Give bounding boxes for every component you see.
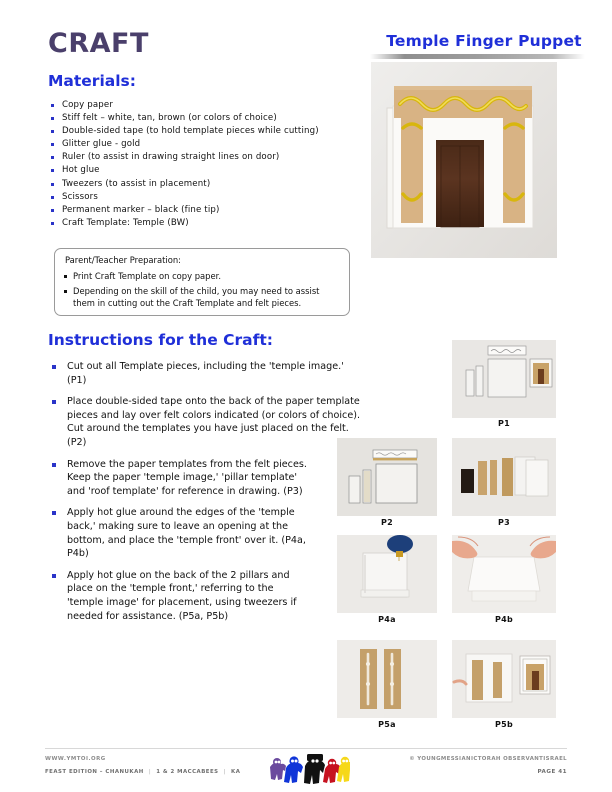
footer-copyright: © YOUNGMESSIANICTORAH OBSERVANTISRAEL: [409, 756, 567, 762]
list-item: [50, 204, 350, 217]
p1-illustration: [452, 340, 556, 418]
instruction-text: Apply hot glue on the back of the 2 pillars and place on the 'temple front,' referring to the 'temple image' for placement, using tweezers if needed for assistance. (P5a, P5b): [67, 569, 297, 622]
list-item: [50, 151, 350, 164]
p2-illustration: [337, 438, 437, 516]
p4a-illustration: [337, 535, 437, 613]
material-label: Hot glue: [62, 165, 100, 176]
list-item: [50, 178, 350, 191]
instruction-step: [50, 360, 366, 387]
instruction-text: Apply hot glue around the edges of the 'temple back,' making sure to leave an opening at the bottom, and place the 'temple front' over it. (P4a, P4b): [67, 507, 306, 560]
list-item: [64, 271, 344, 282]
parent-teacher-preparation-box: [54, 248, 350, 316]
step-photo-p3: [452, 438, 556, 516]
photo-caption: P4a: [378, 615, 396, 624]
p5b-illustration: [452, 640, 556, 718]
photo-caption: P5a: [378, 720, 396, 729]
people-logo-icon: [266, 753, 350, 785]
material-label: Copy paper: [62, 100, 114, 110]
page-title: CRAFT: [48, 28, 149, 59]
finished-craft-photo: [371, 62, 557, 258]
list-item: [50, 112, 350, 125]
p3-illustration: [452, 438, 556, 516]
bullet-icon: [51, 169, 54, 172]
footer-level: KA: [231, 769, 241, 775]
bullet-icon: [64, 290, 67, 293]
step-photo-p2: [337, 438, 437, 516]
preparation-title: Parent/Teacher Preparation:: [65, 255, 181, 265]
step-photo-p4a: [337, 535, 437, 613]
bullet-icon: [51, 104, 54, 107]
bullet-icon: [51, 183, 54, 186]
list-item: [50, 99, 350, 112]
preparation-label: Print Craft Template on copy paper.: [73, 271, 221, 281]
ymtoi-people-logo: [266, 753, 350, 785]
material-label: Tweezers (to assist in placement): [62, 178, 211, 189]
photo-caption: P2: [380, 518, 394, 527]
footer-edition: FEAST EDITION – CHANUKAH: [45, 769, 144, 775]
list-item: [50, 138, 350, 151]
list-item: [64, 286, 344, 309]
step-photo-p5b: [452, 640, 556, 718]
list-item: [50, 164, 350, 177]
bullet-icon: [64, 275, 67, 278]
step-photo-p4b: [452, 535, 556, 613]
p5a-illustration: [337, 640, 437, 718]
instruction-step: [50, 506, 310, 560]
material-label: Permanent marker – black (fine tip): [62, 204, 220, 215]
footer-scripture: 1 & 2 MACCABEES: [156, 769, 219, 775]
materials-list: [50, 99, 350, 230]
photo-caption: P3: [497, 518, 511, 527]
footer-edition-line: [45, 769, 240, 775]
bullet-icon: [51, 130, 54, 133]
bullet-icon: [52, 365, 56, 369]
instruction-text: Remove the paper templates from the felt pieces. Keep the paper 'temple image,' 'pillar template' and 'roof template' for reference in drawing. (P3): [67, 458, 307, 497]
bullet-icon: [52, 400, 56, 404]
material-label: Scissors: [62, 191, 98, 202]
material-label: Ruler (to assist in drawing straight lines on door): [62, 152, 280, 163]
bullet-icon: [51, 156, 54, 159]
footer-separator: |: [148, 769, 152, 775]
photo-caption: P4b: [494, 615, 514, 624]
footer-page-number: PAGE 41: [537, 769, 567, 775]
preparation-list: [64, 271, 344, 313]
bullet-icon: [52, 511, 56, 515]
document-title: Temple Finger Puppet: [386, 32, 582, 50]
material-label: Glitter glue - gold: [62, 139, 141, 150]
bullet-icon: [52, 574, 56, 578]
material-label: Stiff felt – white, tan, brown (or colors of choice): [62, 113, 277, 124]
list-item: [50, 217, 350, 230]
bullet-icon: [51, 117, 54, 120]
photo-caption: P1: [497, 419, 511, 428]
instruction-text: Cut out all Template pieces, including the 'temple image.' (P1): [67, 361, 344, 386]
instruction-step: [50, 395, 366, 449]
materials-heading: Materials:: [48, 72, 136, 90]
instructions-heading: Instructions for the Craft:: [48, 331, 273, 349]
bullet-icon: [51, 196, 54, 199]
photo-caption: P5b: [494, 720, 514, 729]
bullet-icon: [51, 143, 54, 146]
finished-temple-illustration: [371, 62, 557, 258]
instruction-step: [50, 458, 310, 499]
footer-website-url[interactable]: WWW.YMTOI.ORG: [45, 756, 106, 762]
title-divider: [370, 54, 585, 59]
material-label: Craft Template: Temple (BW): [62, 217, 189, 228]
p4b-illustration: [452, 535, 556, 613]
step-photo-p5a: [337, 640, 437, 718]
preparation-label: Depending on the skill of the child, you may need to assist them in cutting out the Craft Template and felt pieces.: [73, 286, 320, 308]
material-label: Double-sided tape (to hold template pieces while cutting): [62, 126, 319, 137]
instructions-list: [50, 360, 366, 631]
bullet-icon: [51, 222, 54, 225]
bullet-icon: [51, 209, 54, 212]
list-item: [50, 125, 350, 138]
bullet-icon: [52, 463, 56, 467]
instruction-text: Place double-sided tape onto the back of the paper template pieces and lay over felt colors indicated (or colors of choice). Cut around the templates you have just placed on the felt. (P2): [67, 396, 361, 448]
step-photo-p1: [452, 340, 556, 418]
list-item: [50, 191, 350, 204]
footer-separator: |: [223, 769, 227, 775]
instruction-step: [50, 569, 310, 623]
footer-divider: [45, 748, 567, 749]
